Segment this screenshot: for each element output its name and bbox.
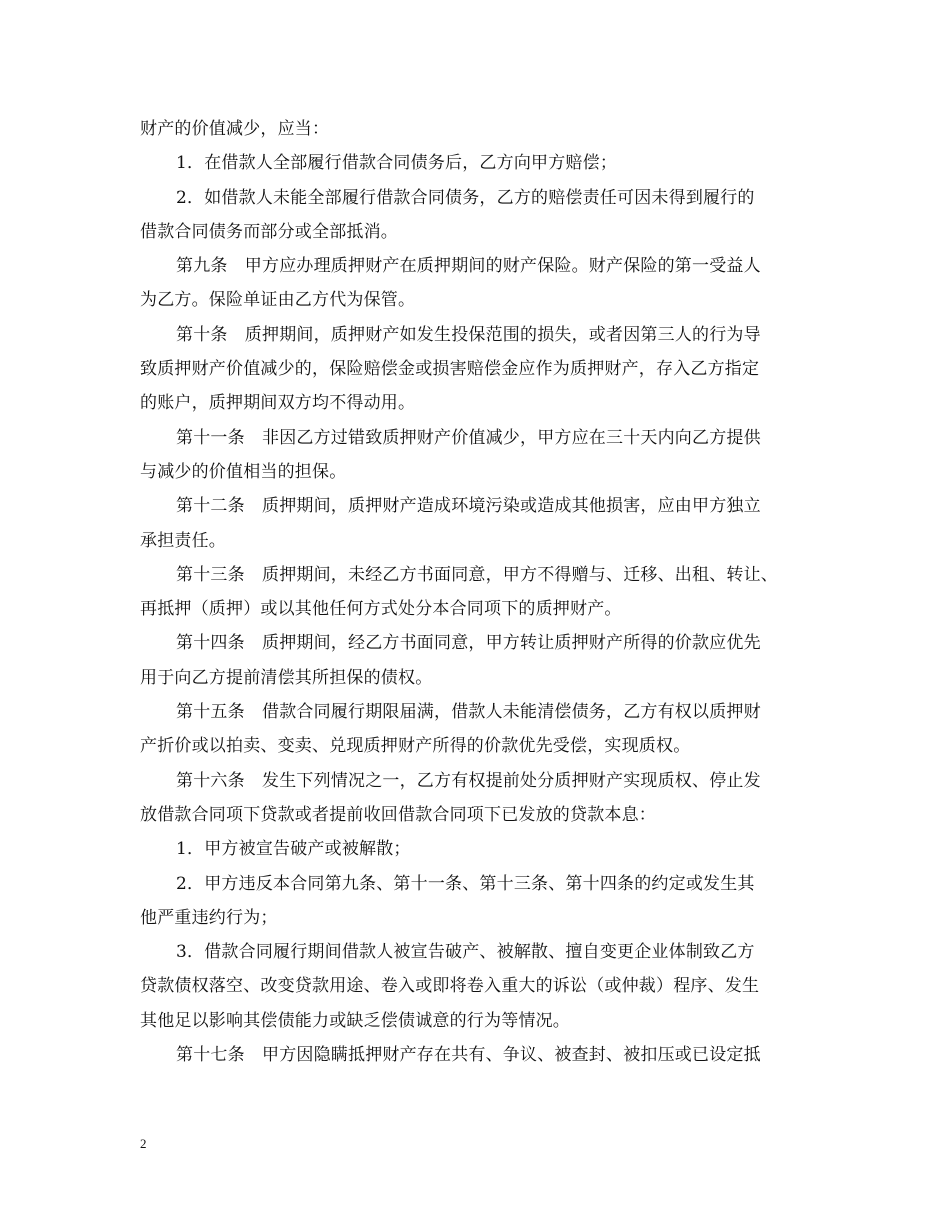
article-14-line: 第十四条 质押期间，经乙方书面同意，甲方转让质押财产所得的价款应优先 xyxy=(176,633,761,654)
text-line: 用于向乙方提前清偿其所担保的债权。 xyxy=(140,667,433,688)
text-line: 为乙方。保险单证由乙方代为保管。 xyxy=(140,290,416,311)
text-line: 产折价或以拍卖、变卖、兑现质押财产所得的价款优先受偿，实现质权。 xyxy=(140,736,691,757)
text-line: 2．甲方违反本合同第九条、第十一条、第十三条、第十四条的约定或发生其 xyxy=(176,873,755,894)
text-line: 与减少的价值相当的担保。 xyxy=(140,461,347,482)
text-line: 3．借款合同履行期间借款人被宣告破产、被解散、擅自变更企业体制致乙方 xyxy=(176,942,755,963)
text-line: 贷款债权落空、改变贷款用途、卷入或即将卷入重大的诉讼（或仲裁）程序、发生 xyxy=(140,976,760,997)
text-line: 2．如借款人未能全部履行借款合同债务，乙方的赔偿责任可因未得到履行的 xyxy=(176,187,755,208)
text-line: 放借款合同项下贷款或者提前收回借款合同项下已发放的贷款本息： xyxy=(140,804,656,825)
text-line: 财产的价值减少，应当： xyxy=(140,119,330,139)
article-16-line: 第十六条 发生下列情况之一，乙方有权提前处分质押财产实现质权、停止发 xyxy=(176,770,761,791)
document-body xyxy=(140,112,812,1072)
text-line: 其他足以影响其偿债能力或缺乏偿债诚意的行为等情况。 xyxy=(140,1010,570,1031)
text-line: 致质押财产价值减少的，保险赔偿金或损害赔偿金应作为质押财产，存入乙方指定 xyxy=(140,359,760,380)
text-line: 再抵押（质押）或以其他任何方式处分本合同项下的质押财产。 xyxy=(140,599,622,620)
page-number: 2 xyxy=(140,1136,147,1151)
text-line: 借款合同债务而部分或全部抵消。 xyxy=(140,221,398,242)
article-17-line: 第十七条 甲方因隐瞒抵押财产存在共有、争议、被查封、被扣压或已设定抵 xyxy=(176,1045,761,1066)
text-line: 1．甲方被宣告破产或被解散； xyxy=(176,839,411,860)
article-12-line: 第十二条 质押期间，质押财产造成环境污染或造成其他损害，应由甲方独立 xyxy=(176,496,761,517)
text-line: 承担责任。 xyxy=(140,530,226,551)
article-10-line: 第十条 质押期间，质押财产如发生投保范围的损失，或者因第三人的行为导 xyxy=(176,324,761,345)
text-line: 他严重违约行为； xyxy=(140,907,278,928)
text-line: 的账户，质押期间双方均不得动用。 xyxy=(140,393,416,414)
text-line: 1．在借款人全部履行借款合同债务后，乙方向甲方赔偿； xyxy=(176,153,618,174)
article-11-line: 第十一条 非因乙方过错致质押财产价值减少，甲方应在三十天内向乙方提供 xyxy=(176,427,761,448)
article-9-line: 第九条 甲方应办理质押财产在质押期间的财产保险。财产保险的第一受益人 xyxy=(176,256,761,277)
article-15-line: 第十五条 借款合同履行期限届满，借款人未能清偿债务，乙方有权以质押财 xyxy=(176,702,761,723)
article-13-line: 第十三条 质押期间，未经乙方书面同意，甲方不得赠与、迁移、出租、转让、 xyxy=(176,564,778,585)
